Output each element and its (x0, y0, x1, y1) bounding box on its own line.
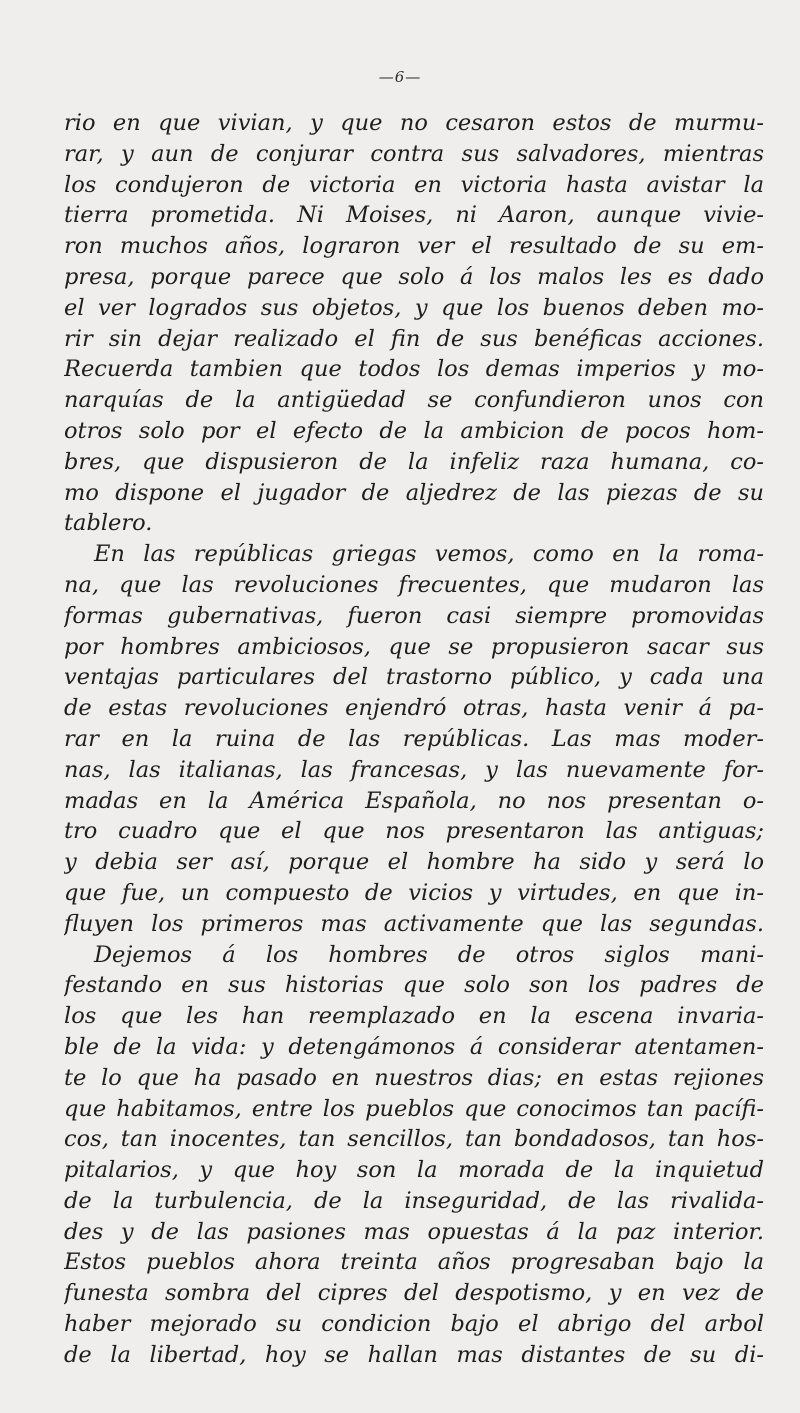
text-line: rir sin dejar realizado el fin de sus benéficas acciones. (64, 325, 764, 352)
text-line: presa, porque parece que solo á los malos les es dado (64, 263, 764, 290)
text-line: funesta sombra del cipres del despotismo, y en vez de (64, 1280, 764, 1307)
text-line: de la libertad, hoy se hallan mas distantes de su di- (64, 1341, 764, 1368)
text-line: de la turbulencia, de la inseguridad, de las rivalida- (64, 1187, 764, 1214)
text-line: ventajas particulares del trastorno público, y cada una (64, 664, 764, 691)
text-line: los condujeron de victoria en victoria hasta avistar la (64, 171, 764, 198)
text-line: ron muchos años, lograron ver el resultado de su em- (64, 233, 764, 260)
text-line: formas gubernativas, fueron casi siempre promovidas (64, 602, 764, 629)
text-line: na, que las revoluciones frecuentes, que mudaron las (64, 571, 764, 598)
text-line: madas en la América Española, no nos presentan o- (64, 787, 764, 814)
text-line: tablero. (64, 510, 153, 537)
text-line: de estas revoluciones enjendró otras, hasta venir á pa- (64, 695, 764, 722)
text-line: otros solo por el efecto de la ambicion de pocos hom- (64, 417, 764, 444)
text-line: mo dispone el jugador de aljedrez de las piezas de su (64, 479, 764, 506)
text-line: haber mejorado su condicion bajo el abrigo del arbol (64, 1311, 764, 1338)
text-line: el ver logrados sus objetos, y que los buenos deben mo- (64, 294, 764, 321)
text-line: te lo que ha pasado en nuestros dias; en estas rejiones (64, 1064, 764, 1091)
text-line: narquías de la antigüedad se confundieron unos con (64, 387, 764, 414)
text-line: rar en la ruina de las repúblicas. Las mas moder- (64, 725, 764, 752)
text-line: que fue, un compuesto de vicios y virtudes, en que in- (64, 879, 764, 906)
text-line: rar, y aun de conjurar contra sus salvadores, mientras (64, 140, 764, 167)
text-line: Recuerda tambien que todos los demas imperios y mo- (64, 356, 764, 383)
text-line: y debia ser así, porque el hombre ha sido y será lo (64, 849, 764, 876)
page-number: —6— (378, 68, 422, 86)
text-line: cos, tan inocentes, tan sencillos, tan bondadosos, tan hos- (64, 1126, 764, 1153)
text-line: Dejemos á los hombres de otros siglos mani- (94, 941, 764, 968)
text-line: bres, que dispusieron de la infeliz raza humana, co- (64, 448, 764, 475)
text-line: pitalarios, y que hoy son la morada de la inquietud (64, 1157, 764, 1184)
body-text (64, 108, 764, 1371)
text-line: nas, las italianas, las francesas, y las nuevamente for- (64, 756, 764, 783)
text-line: ble de la vida: y detengámonos á considerar atentamen- (64, 1033, 764, 1060)
text-line: que habitamos, entre los pueblos que conocimos tan pacífi- (64, 1095, 764, 1122)
text-line: des y de las pasiones mas opuestas á la paz interior. (64, 1218, 764, 1245)
text-line: tierra prometida. Ni Moises, ni Aaron, aunque vivie- (64, 202, 764, 229)
text-line: Estos pueblos ahora treinta años progresaban bajo la (64, 1249, 764, 1276)
text-line: los que les han reemplazado en la escena invaria- (64, 1003, 764, 1030)
text-line: tro cuadro que el que nos presentaron las antiguas; (64, 818, 764, 845)
text-line: por hombres ambiciosos, que se propusieron sacar sus (64, 633, 764, 660)
text-line: En las repúblicas griegas vemos, como en la roma- (94, 541, 764, 568)
text-line: fluyen los primeros mas activamente que las segundas. (64, 910, 764, 937)
text-line: festando en sus historias que solo son los padres de (64, 972, 764, 999)
text-line: rio en que vivian, y que no cesaron estos de murmu- (64, 110, 764, 136)
